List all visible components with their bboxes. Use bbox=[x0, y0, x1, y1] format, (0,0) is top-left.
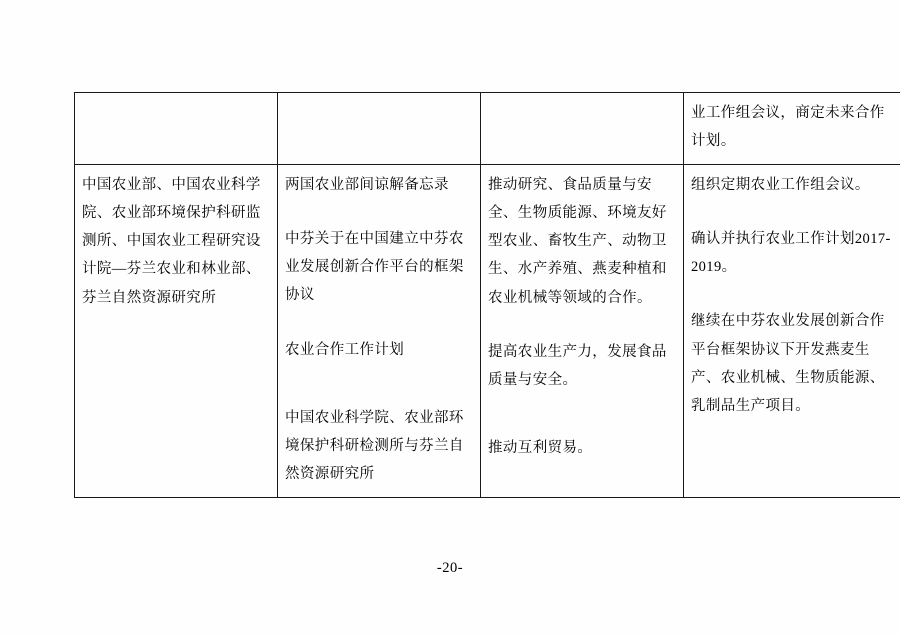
cell-paragraph: 继续在中芬农业发展创新合作平台框架协议下开发燕麦生产、农业机械、生物质能源、乳制品生产项目。 bbox=[691, 313, 885, 415]
cell-paragraph: 中国农业科学院、农业部环境保护科研检测所与芬兰自然资源研究所 bbox=[285, 409, 464, 483]
cell-empty bbox=[82, 99, 270, 113]
cell-paragraph: 提高农业生产力，发展食品质量与安全。 bbox=[488, 343, 667, 389]
table-cell-parties bbox=[75, 164, 278, 497]
table-cell-actions bbox=[684, 93, 900, 165]
cell-paragraph: 农业合作工作计划 bbox=[285, 341, 405, 358]
table-cell-objectives bbox=[481, 93, 684, 165]
table-cell-documents bbox=[278, 164, 481, 497]
table-cell-actions bbox=[684, 164, 900, 497]
table-row bbox=[75, 164, 900, 497]
table-row bbox=[75, 93, 900, 165]
cell-paragraph: 确认并执行农业工作计划2017-2019。 bbox=[691, 230, 891, 276]
page-number: -20- bbox=[436, 560, 464, 576]
cell-paragraph: 组织定期农业工作组会议。 bbox=[691, 176, 870, 193]
cell-paragraph: 中国农业部、中国农业科学院、农业部环境保护科研监测所、中国农业工程研究设计院—芬兰农业和林业部、芬兰自然资源研究所 bbox=[82, 176, 261, 306]
agreements-table bbox=[74, 92, 900, 498]
cell-empty bbox=[488, 99, 676, 113]
table-cell-documents bbox=[278, 93, 481, 165]
cell-paragraph: 推动研究、食品质量与安全、生物质能源、环境友好型农业、畜牧生产、动物卫生、水产养殖、燕麦种植和农业机械等领域的合作。 bbox=[488, 176, 667, 306]
table-cell-objectives bbox=[481, 164, 684, 497]
cell-paragraph: 中芬关于在中国建立中芬农业发展创新合作平台的框架协议 bbox=[285, 230, 464, 304]
table-cell-parties bbox=[75, 93, 278, 165]
table-body bbox=[75, 93, 900, 498]
cell-paragraph: 推动互利贸易。 bbox=[488, 440, 593, 457]
cell-paragraph: 业工作组会议，商定未来合作计划。 bbox=[691, 105, 885, 150]
cell-paragraph: 两国农业部间谅解备忘录 bbox=[285, 176, 449, 193]
cell-empty bbox=[285, 99, 473, 113]
